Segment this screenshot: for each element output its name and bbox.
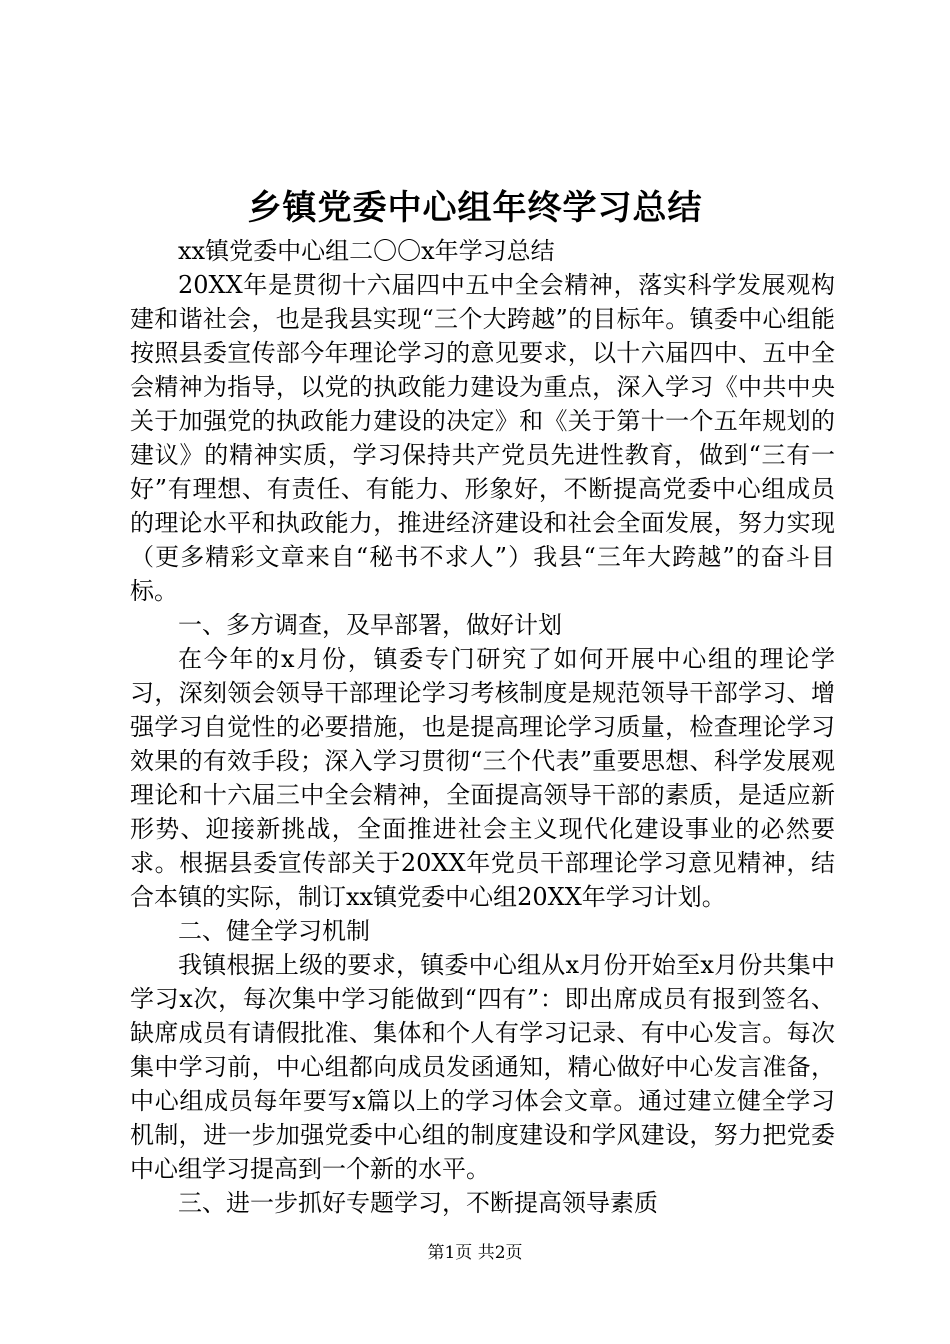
page-number-footer: 第1页 共2页 <box>427 1243 523 1263</box>
subtitle-paragraph: xx镇党委中心组二〇〇x年学习总结 <box>178 237 555 265</box>
document-title: 乡镇党委中心组年终学习总结 <box>247 188 703 228</box>
section-heading-3: 三、进一步抓好专题学习，不断提高领导素质 <box>178 1189 658 1217</box>
document-body <box>130 234 835 1220</box>
intro-paragraph: 20XX年是贯彻十六届四中五中全会精神，落实科学发展观构建和谐社会，也是我县实现“三个大跨越”的目标年。镇委中心组能按照县委宣传部今年理论学习的意见要求，以十六届四中、五中全会精神为指导，以党的执政能力建设为重点，深入学习《中共中央关于加强党的执政能力建设的决定》和《关于第十一个五年规划的建议》的精神实质，学习保持共产党员先进性教育，做到“三有一好”有理想、有责任、有能力、形象好，不断提高党委中心组成员的理论水平和执政能力，推进经济建设和社会全面发展，努力实现（更多精彩文章来自“秘书不求人”）我县“三年大跨越”的奋斗目标。 <box>130 271 835 605</box>
section-heading-1: 一、多方调查，及早部署，做好计划 <box>178 611 562 639</box>
section-paragraph-2: 我镇根据上级的要求，镇委中心组从x月份开始至x月份共集中学习x次，每次集中学习能做到“四有”：即出席成员有报到签名、缺席成员有请假批准、集体和个人有学习记录、有中心发言。每次集中学习前，中心组都向成员发函通知，精心做好中心发言准备，中心组成员每年要写x篇以上的学习体会文章。通过建立健全学习机制，进一步加强党委中心组的制度建设和学风建设，努力把党委中心组学习提高到一个新的水平。 <box>130 951 835 1183</box>
section-heading-2: 二、健全学习机制 <box>178 917 370 945</box>
section-paragraph-1: 在今年的x月份，镇委专门研究了如何开展中心组的理论学习，深刻领会领导干部理论学习考核制度是规范领导干部学习、增强学习自觉性的必要措施，也是提高理论学习质量，检查理论学习效果的有效手段；深入学习贯彻“三个代表”重要思想、科学发展观理论和十六届三中全会精神，全面提高领导干部的素质，是适应新形势、迎接新挑战，全面推进社会主义现代化建设事业的必然要求。根据县委宣传部关于20XX年党员干部理论学习意见精神，结合本镇的实际，制订xx镇党委中心组20XX年学习计划。 <box>130 645 835 911</box>
